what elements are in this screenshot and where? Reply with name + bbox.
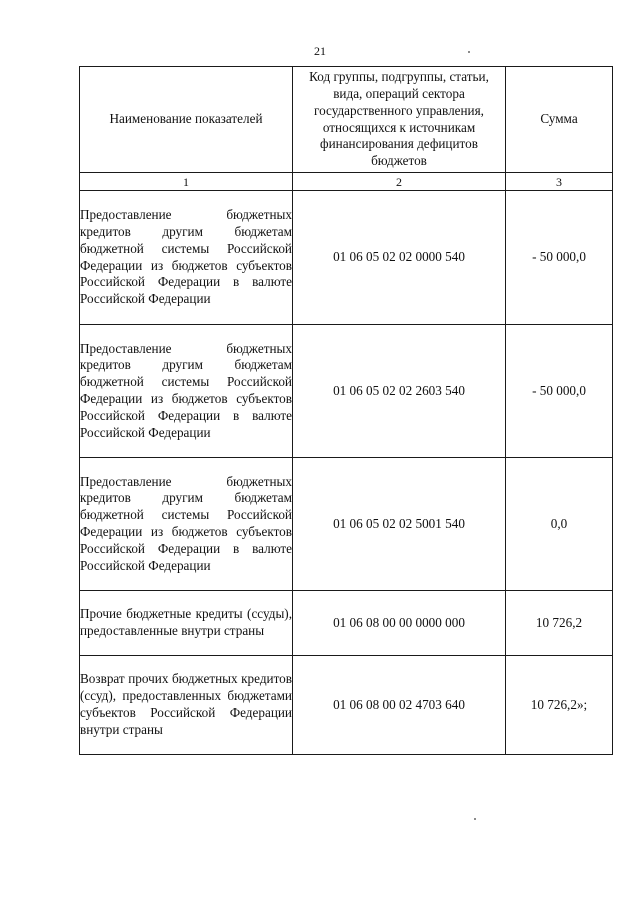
page-number: 21 — [314, 44, 326, 58]
column-number: 2 — [293, 173, 506, 191]
row-name: Возврат прочих бюджетных кредитов (ссуд), предоставленных бюджетами субъектов Российской Федерации внутри страны — [80, 656, 293, 755]
table-row — [80, 325, 613, 458]
column-number-row — [80, 173, 613, 191]
budget-sources-table — [79, 66, 613, 755]
row-code: 01 06 05 02 02 0000 540 — [293, 191, 506, 325]
scan-speck — [474, 818, 476, 820]
table-row — [80, 191, 613, 325]
row-sum: 10 726,2 — [506, 591, 613, 656]
header-sum: Сумма — [506, 67, 613, 173]
header-code: Код группы, подгруппы, статьи, вида, операций сектора государственного управления, относящихся к источникам финансирования дефицитов бюджетов — [293, 67, 506, 173]
table-header-row — [80, 67, 613, 173]
table-row — [80, 591, 613, 656]
row-code: 01 06 08 00 02 4703 640 — [293, 656, 506, 755]
scan-speck — [468, 51, 470, 53]
row-sum: 0,0 — [506, 458, 613, 591]
row-sum: 10 726,2»; — [506, 656, 613, 755]
row-code: 01 06 08 00 00 0000 000 — [293, 591, 506, 656]
row-sum: - 50 000,0 — [506, 191, 613, 325]
row-name: Предоставление бюджетных кредитов другим бюджетам бюджетной системы Российской Федерации из бюджетов субъектов Российской Федерации в валюте Российской Федерации — [80, 191, 293, 325]
row-name: Предоставление бюджетных кредитов другим бюджетам бюджетной системы Российской Федерации из бюджетов субъектов Российской Федерации в валюте Российской Федерации — [80, 325, 293, 458]
row-sum: - 50 000,0 — [506, 325, 613, 458]
table-row — [80, 458, 613, 591]
column-number: 3 — [506, 173, 613, 191]
row-code: 01 06 05 02 02 2603 540 — [293, 325, 506, 458]
table-row — [80, 656, 613, 755]
row-code: 01 06 05 02 02 5001 540 — [293, 458, 506, 591]
column-number: 1 — [80, 173, 293, 191]
row-name: Предоставление бюджетных кредитов другим бюджетам бюджетной системы Российской Федерации из бюджетов субъектов Российской Федерации в валюте Российской Федерации — [80, 458, 293, 591]
row-name: Прочие бюджетные кредиты (ссуды), предоставленные внутри страны — [80, 591, 293, 656]
header-name: Наименование показателей — [80, 67, 293, 173]
